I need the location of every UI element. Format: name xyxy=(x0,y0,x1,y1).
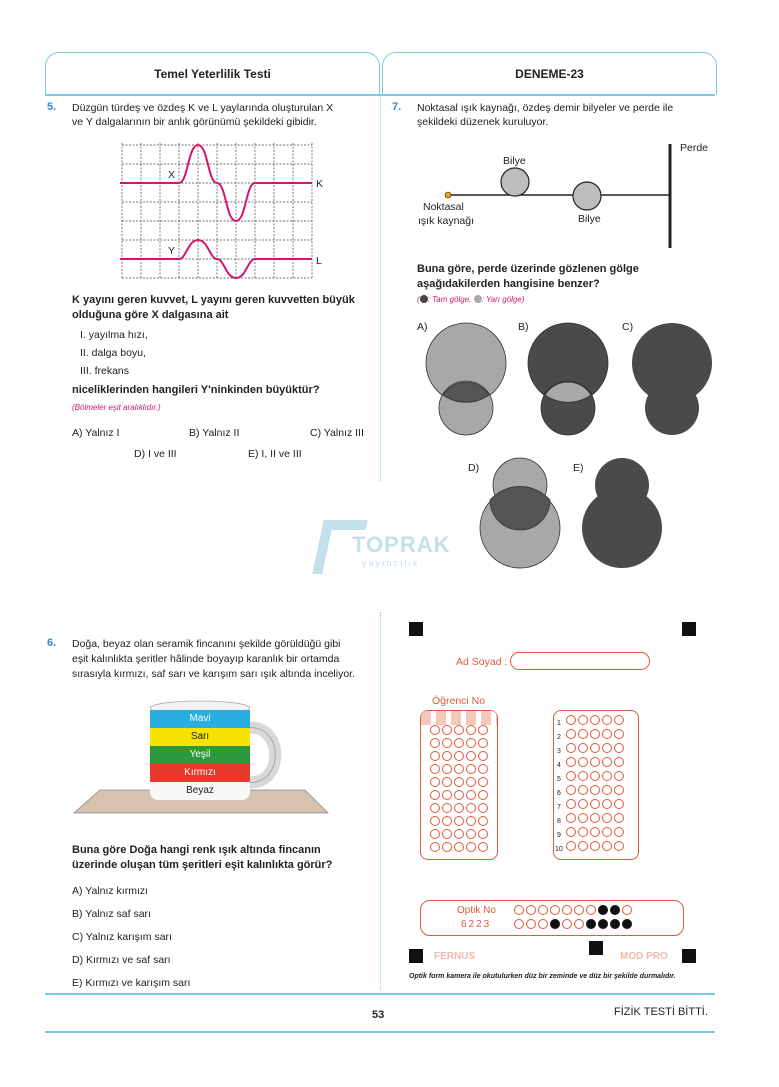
q5-question-3: niceliklerinden hangileri Y'ninkinden büyüktür? xyxy=(72,384,320,396)
q6-question-1: Buna göre Doğa hangi renk ışık altında fincanın xyxy=(72,844,321,856)
answer-row-num: 2 xyxy=(557,734,561,741)
answer-row-num: 6 xyxy=(557,790,561,797)
half-shadow-icon xyxy=(474,295,482,303)
watermark-sub: yayıncılık xyxy=(362,558,420,568)
header-left xyxy=(45,52,380,95)
bilye-label-2: Bilye xyxy=(578,213,601,225)
shadow-b xyxy=(528,323,608,435)
q5-item-3: III. frekans xyxy=(80,365,130,377)
wave-label-l: L xyxy=(316,255,322,267)
q5-stem-1: Düzgün türdeş ve özdeş K ve L yaylarında oluşturulan X xyxy=(72,102,334,114)
shadow-d xyxy=(480,458,560,568)
answer-row-num: 5 xyxy=(557,776,561,783)
source-label-2: ışık kaynağı xyxy=(418,215,475,227)
column-divider-top xyxy=(380,96,381,481)
form-corner-marker xyxy=(589,941,603,955)
q6-stem-3: sırasıyla kırmızı, saf sarı ve karışım sarı ışık altında inceliyor. xyxy=(72,668,355,680)
test-end-label: FİZİK TESTİ BİTTİ. xyxy=(614,1006,708,1018)
bilye-label-1: Bilye xyxy=(503,155,526,167)
q6-option-c[interactable]: C) Yalnız karışım sarı xyxy=(72,931,172,943)
perde-label: Perde xyxy=(680,142,709,154)
q5-option-a[interactable]: A) Yalnız I xyxy=(72,427,120,439)
shadow-options-figure xyxy=(410,315,730,585)
wave-label-y: Y xyxy=(168,245,176,257)
form-corner-marker xyxy=(682,622,696,636)
q7-option-e[interactable]: E) xyxy=(573,462,584,474)
q5-item-2: II. dalga boyu, xyxy=(80,347,146,359)
q5-stem-2: ve Y dalgalarının bir anlık görünümü şekildeki gibidir. xyxy=(72,116,317,128)
answer-row-num: 9 xyxy=(557,832,561,839)
ball-2 xyxy=(573,182,601,210)
full-shadow-icon xyxy=(420,295,428,303)
stripe-mavi: Mavi xyxy=(150,710,250,728)
answer-row-num: 3 xyxy=(557,748,561,755)
q6-option-b[interactable]: B) Yalnız saf sarı xyxy=(72,908,151,920)
mug-figure xyxy=(70,700,340,815)
q7-question-2: aşağıdakilerden hangisine benzer? xyxy=(417,278,600,290)
answer-row-num: 4 xyxy=(557,762,561,769)
answer-row-num: 8 xyxy=(557,818,561,825)
q7-option-b[interactable]: B) xyxy=(518,321,529,333)
optik-no-value: 6223 xyxy=(461,919,492,930)
page-number: 53 xyxy=(372,1009,385,1021)
q7-option-a[interactable]: A) xyxy=(417,321,428,333)
form-footnote: Optik form kamera ile okutulurken düz bir zeminde ve düz bir şekilde durmalıdır. xyxy=(409,973,676,980)
wave-label-x: X xyxy=(168,169,176,181)
ball-1 xyxy=(501,168,529,196)
footer-divider-top xyxy=(45,993,715,995)
form-ogrenci-no-label: Öğrenci No xyxy=(432,695,486,707)
source-label-1: Noktasal xyxy=(423,201,464,213)
q7-stem-1: Noktasal ışık kaynağı, özdeş demir bilyeler ve perde ile xyxy=(417,102,674,114)
q5-option-b[interactable]: B) Yalnız II xyxy=(189,427,240,439)
q6-option-d[interactable]: D) Kırmızı ve saf sarı xyxy=(72,954,171,966)
wave-y xyxy=(120,240,312,278)
student-number-header xyxy=(421,711,497,725)
q5-item-1: I. yayılma hızı, xyxy=(80,329,148,341)
column-divider-bottom xyxy=(380,612,381,990)
point-source xyxy=(445,192,451,198)
q6-options xyxy=(72,884,190,999)
student-number-bubbles xyxy=(421,725,497,855)
form-brand-left: FERNUS xyxy=(434,951,476,962)
q6-stem-2: eşit kalınlıkta şeritler hâlinde boyayıp karanlık bir ortamda xyxy=(72,653,340,665)
student-number-grid[interactable] xyxy=(420,710,498,860)
q5-option-d[interactable]: D) I ve III xyxy=(134,448,177,460)
answer-grid[interactable] xyxy=(553,710,639,860)
optik-no-box[interactable] xyxy=(420,900,684,936)
watermark-brand: TOPRAK xyxy=(352,532,451,557)
form-brand-right: MOD PRO xyxy=(620,951,668,962)
form-corner-marker xyxy=(409,949,423,963)
q5-option-e[interactable]: E) I, II ve III xyxy=(248,448,302,460)
optik-row-1 xyxy=(513,905,633,915)
answer-row-num: 10 xyxy=(555,846,563,853)
answer-row-num: 7 xyxy=(557,804,561,811)
footer-divider-bottom xyxy=(45,1031,715,1033)
shadow-c xyxy=(632,323,712,435)
form-corner-marker xyxy=(682,949,696,963)
header-title-left: Temel Yeterlilik Testi xyxy=(154,67,271,81)
q6-number: 6. xyxy=(47,637,57,649)
wave-grid-figure xyxy=(118,143,328,281)
stripe-sari: Sarı xyxy=(150,728,250,746)
q6-option-e[interactable]: E) Kırmızı ve karışım sarı xyxy=(72,977,191,989)
wave-label-k: K xyxy=(316,178,324,190)
shadow-a xyxy=(426,323,506,435)
q7-question-1: Buna göre, perde üzerinde gözlenen gölge xyxy=(417,263,639,275)
q7-legend: ( : Tam gölge, : Yarı gölge) xyxy=(417,295,525,304)
wave-x xyxy=(120,145,312,221)
stripe-kirmizi: Kırmızı xyxy=(150,764,250,782)
q6-stem-1: Doğa, beyaz olan seramik fincanını şekilde görüldüğü gibi xyxy=(72,638,341,650)
q7-option-c[interactable]: C) xyxy=(622,321,634,333)
header-right xyxy=(382,52,717,95)
header-title-right: DENEME-23 xyxy=(515,67,584,81)
form-adsoyad-field[interactable] xyxy=(510,652,650,670)
q5-number: 5. xyxy=(47,101,57,113)
optik-row-2 xyxy=(513,919,633,929)
q6-option-a[interactable]: A) Yalnız kırmızı xyxy=(72,885,149,897)
q6-question-2: üzerinde oluşan tüm şeritleri eşit kalınlıkta görür? xyxy=(72,859,333,871)
q5-question-1: K yayını geren kuvvet, L yayını geren kuvvetten büyük xyxy=(72,294,355,306)
stripe-yesil: Yeşil xyxy=(150,746,250,764)
stripe-beyaz: Beyaz xyxy=(150,782,250,800)
q5-note: (Bölmeler eşit aralıklıdır.) xyxy=(72,403,161,412)
q7-number: 7. xyxy=(392,101,402,113)
shadow-e xyxy=(582,458,662,568)
form-adsoyad-label: Ad Soyad : xyxy=(456,656,508,668)
q7-stem-2: şekildeki düzenek kuruluyor. xyxy=(417,116,549,128)
answer-row-num: 1 xyxy=(557,720,561,727)
q5-option-c[interactable]: C) Yalnız III xyxy=(310,427,364,439)
optik-no-label: Optik No xyxy=(457,905,496,916)
answer-bubbles xyxy=(554,715,638,855)
q7-option-d[interactable]: D) xyxy=(468,462,480,474)
form-corner-marker xyxy=(409,622,423,636)
light-setup-figure xyxy=(440,140,680,250)
q5-question-2: olduğuna göre X dalgasına ait xyxy=(72,309,229,321)
